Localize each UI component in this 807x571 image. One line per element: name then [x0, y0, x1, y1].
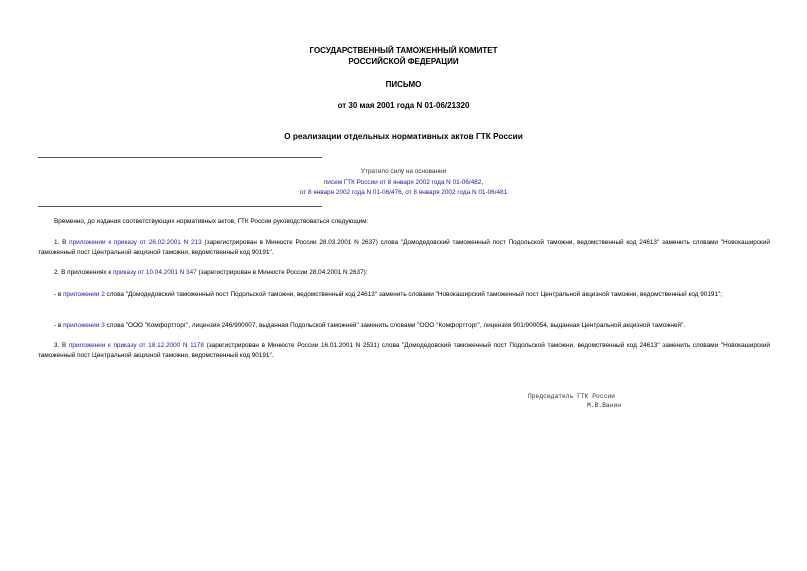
order-1178-link[interactable]: приложении к приказу от 18.12.2000 N 1178: [68, 342, 204, 349]
repeal-link-481[interactable]: от 8 января 2002 года N 01-06/481: [405, 189, 508, 196]
status-note-line-1: Утратило силу на основании: [360, 168, 447, 175]
paragraph-2-item-b: [38, 321, 770, 331]
document-date-number: от 30 мая 2001 года N 01-06/21320: [337, 101, 470, 110]
issuer-line-2: РОССИЙСКОЙ ФЕДЕРАЦИИ: [348, 57, 459, 66]
paragraph-1: [38, 238, 770, 258]
item-a-text: слова "Домодедовский таможенный пост Подольской таможни, ведомственный код 24613" заменить словами "Новокаширский таможенный пост Центральной акцизной таможни, ведомственный код 90191";: [104, 291, 723, 298]
paragraph-3: [38, 341, 770, 361]
item-b-lead: - в: [54, 322, 64, 329]
item-a-lead: - в: [54, 291, 64, 298]
paragraph-2: [38, 268, 770, 278]
repeal-link-476[interactable]: от 8 января 2002 года N 01-06/476: [299, 189, 402, 196]
status-note-line-2: [0, 178, 807, 188]
divider-top: [38, 157, 322, 158]
issuer-line-1: ГОСУДАРСТВЕННЫЙ ТАМОЖЕННЫЙ КОМИТЕТ: [309, 46, 498, 55]
paragraph-1-text: (зарегистрирован в Минюсте России 28.03.2001 N 2637) слова "Домодедовский таможенный пост Подольской таможни, ведомственный код 24613" заменить словами "Новокаширский таможенный пост Центральной акцизной таможни, ведомственный код 90191".: [38, 239, 770, 256]
document-type: ПИСЬМО: [385, 80, 422, 89]
status-note-comma: ,: [481, 179, 484, 186]
intro-paragraph: [38, 217, 770, 227]
paragraph-3-text: (зарегистрирован в Минюсте России 16.01.2001 N 2531) слова "Домодедовский таможенный пост Подольской таможни, ведомственный код 24613" заменить словами "Новокаширский таможенный пост Центральной акцизной таможни, ведомственный код 90191".: [38, 342, 771, 359]
status-note-line-3: [0, 188, 807, 198]
paragraph-2-item-a: [38, 290, 770, 300]
appendix-3-link[interactable]: приложении 3: [63, 322, 105, 329]
appendix-2-link[interactable]: приложении 2: [63, 291, 105, 298]
paragraph-3-number: 3. В: [54, 342, 69, 349]
document-subject: О реализации отдельных нормативных актов ГТК России: [284, 131, 523, 141]
status-note-separator: ,: [401, 189, 406, 196]
paragraph-2-lead: 2. В приложениях к: [54, 269, 113, 276]
order-213-link[interactable]: приложении к приказу от 26.02.2001 N 213: [69, 239, 202, 246]
paragraph-1-number: 1. В: [54, 239, 70, 246]
intro-text: Временно, до издания соответствующих нормативных актов, ГТК России руководствоваться следующим:: [54, 218, 369, 225]
signatory-position: Председатель ГТК России: [528, 393, 615, 400]
divider-bottom: [38, 206, 322, 207]
signatory-name: М.В.Ванин: [587, 402, 622, 409]
item-b-text: слова "ООО "Комфортторг", лицензия 246/900007, выданная Подольской таможней" заменить словами "ООО "Комфортторг", лицензия 901/900054, выданная Центральной акцизной таможней".: [104, 322, 686, 329]
repeal-link-482[interactable]: писем ГТК России от 8 января 2002 года N 01-06/482: [323, 179, 482, 186]
order-347-link[interactable]: приказу от 10.04.2001 N 347: [112, 269, 197, 276]
paragraph-2-text: (зарегистрирован в Минюсте России 28.04.2001 N 2637):: [196, 269, 368, 276]
